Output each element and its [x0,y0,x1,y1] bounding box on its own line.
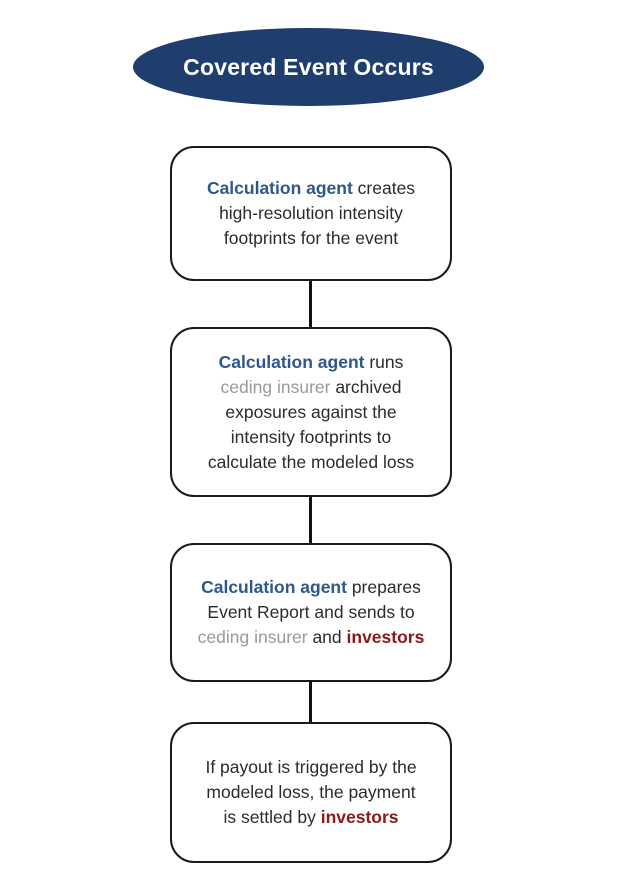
step-4-line-3 [223,805,398,830]
start-node-label: Covered Event Occurs [183,53,434,80]
step-1-box [170,146,452,281]
connector-1 [309,281,312,328]
text-segment: high-resolution intensity [219,203,403,223]
step-3-box [170,543,452,682]
text-segment-investors: investors [320,807,399,827]
text-segment: footprints for the event [223,228,399,248]
step-2-box [170,327,452,497]
step-1-line-3 [224,226,398,251]
text-segment: is settled by [223,807,321,827]
text-segment: and [307,627,347,647]
text-segment-calculation-agent: Calculation agent [201,577,347,597]
text-segment: archived [330,376,402,397]
connector-3 [309,681,312,723]
step-1-line-1 [207,176,415,201]
step-4-box [170,722,452,863]
text-segment: modeled loss, the payment [206,782,416,802]
text-segment: Event Report and sends to [207,602,415,622]
step-2-line-2 [221,375,402,400]
step-2-line-3 [225,400,396,425]
text-segment-calculation-agent: Calculation agent [206,178,353,198]
text-segment: runs [364,351,404,372]
text-segment: intensity footprints to [230,426,392,447]
connector-2 [309,496,312,544]
text-segment-ceding-insurer: ceding insurer [197,627,308,647]
step-4-line-2 [206,780,415,805]
step-3-line-3 [198,625,425,650]
step-2-line-4 [231,425,392,450]
step-4-line-1 [205,755,416,780]
text-segment-ceding-insurer: ceding insurer [220,376,331,397]
step-3-line-2 [207,600,414,625]
step-2-line-1 [219,350,404,375]
text-segment: prepares [346,577,421,597]
text-segment: creates [352,178,416,198]
text-segment-calculation-agent: Calculation agent [218,351,365,372]
step-1-line-2 [219,201,403,226]
text-segment-investors: investors [346,627,425,647]
start-node-ellipse [133,28,484,106]
step-2-line-5 [208,450,414,475]
text-segment: If payout is triggered by the [205,757,417,777]
step-3-line-1 [201,575,421,600]
text-segment: exposures against the [225,401,397,422]
text-segment: calculate the modeled loss [207,451,415,472]
